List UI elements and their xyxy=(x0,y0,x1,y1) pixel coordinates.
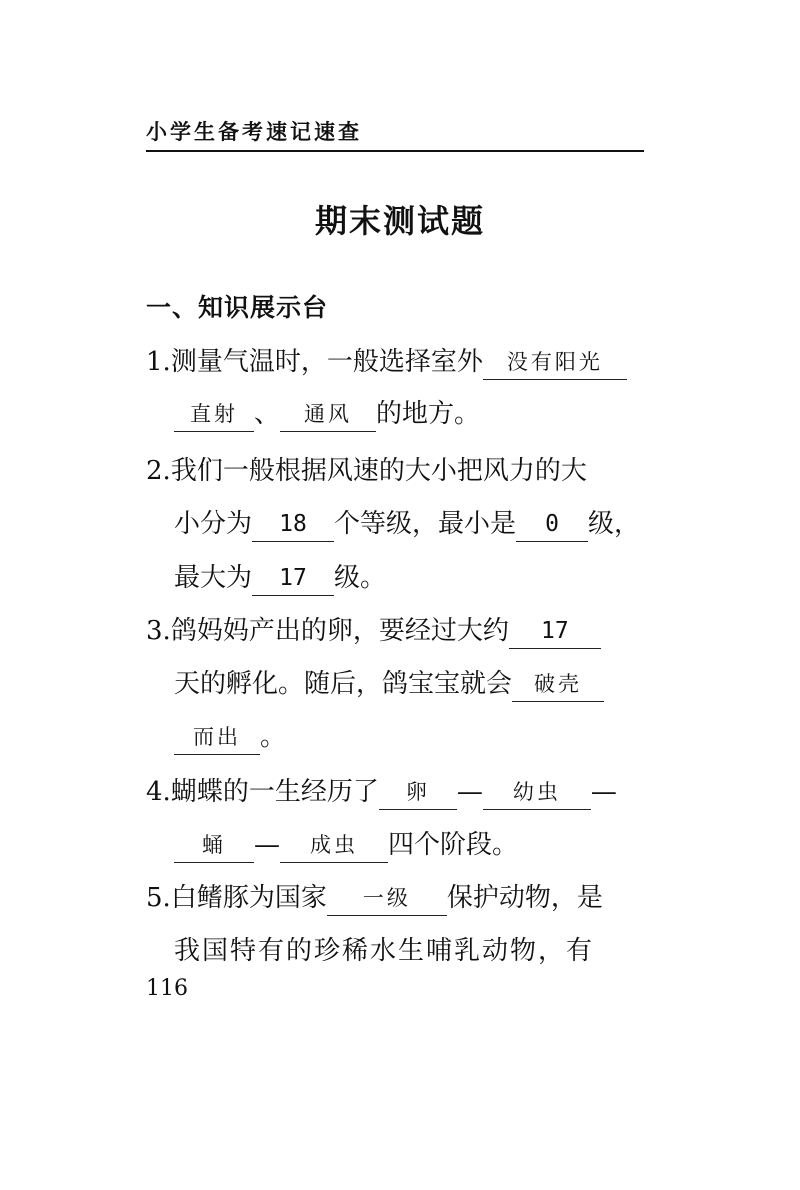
answer-blank: 蛹 xyxy=(174,828,254,863)
question-text: 、 xyxy=(254,399,281,429)
dash: — xyxy=(590,777,617,807)
question-5-line-2 xyxy=(174,934,594,970)
question-number: 2. xyxy=(146,456,171,486)
question-number: 4. xyxy=(146,777,171,807)
question-text: 天的孵化。随后，鸽宝宝就会 xyxy=(174,669,513,699)
header-rule xyxy=(146,150,644,152)
page-title: 期末测试题 xyxy=(314,202,485,240)
question-text: 保护动物，是 xyxy=(446,883,603,913)
question-2-line-2 xyxy=(174,507,640,543)
running-header: 小学生备考速记速查 xyxy=(146,120,362,144)
question-3-line-2 xyxy=(174,667,604,703)
section-heading: 一、知识展示台 xyxy=(146,293,329,322)
answer-blank: 一级 xyxy=(327,881,447,916)
question-3-line-1 xyxy=(146,614,601,650)
question-text: 蝴蝶的一生经历了 xyxy=(170,777,379,807)
page-number: 116 xyxy=(146,976,188,1001)
answer-blank: 通风 xyxy=(280,397,376,432)
question-3-line-3 xyxy=(174,720,286,756)
question-text: 级。 xyxy=(334,563,387,593)
question-text: 白鳍豚为国家 xyxy=(170,883,327,913)
answer-blank: 18 xyxy=(252,507,334,542)
question-text: 。 xyxy=(260,722,287,752)
question-1-line-2 xyxy=(174,397,480,433)
question-text: 个等级，最小是 xyxy=(334,509,517,539)
answer-blank: 0 xyxy=(516,507,588,542)
answer-blank: 卵 xyxy=(379,775,457,810)
question-text: 的地方。 xyxy=(376,399,481,429)
question-number: 3. xyxy=(146,616,171,646)
answer-blank: 直射 xyxy=(174,397,254,432)
question-4-line-1 xyxy=(146,775,617,811)
question-text: 四个阶段。 xyxy=(388,830,519,860)
answer-blank: 成虫 xyxy=(280,828,388,863)
question-text: 最大为 xyxy=(174,563,253,593)
question-number: 5. xyxy=(146,883,171,913)
question-text: 测量气温时，一般选择室外 xyxy=(170,347,483,377)
question-text: 我国特有的珍稀水生哺乳动物，有 xyxy=(174,936,595,966)
question-text: 级， xyxy=(588,509,641,539)
question-text: 鸽妈妈产出的卵，要经过大约 xyxy=(170,616,509,646)
question-5-line-1 xyxy=(146,881,603,917)
answer-blank: 破壳 xyxy=(512,667,604,702)
answer-blank: 17 xyxy=(252,561,334,596)
question-4-line-2 xyxy=(174,828,518,864)
question-2-line-3 xyxy=(174,561,386,597)
dash: — xyxy=(456,777,483,807)
question-text: 小分为 xyxy=(174,509,253,539)
question-2-line-1 xyxy=(146,454,587,490)
question-1-line-1 xyxy=(146,345,627,381)
answer-blank: 没有阳光 xyxy=(483,345,627,380)
answer-blank: 17 xyxy=(509,614,601,649)
question-text: 我们一般根据风速的大小把风力的大 xyxy=(170,456,587,486)
question-number: 1. xyxy=(146,347,171,377)
answer-blank: 而出 xyxy=(174,720,260,755)
answer-blank: 幼虫 xyxy=(483,775,591,810)
dash: — xyxy=(254,830,280,860)
